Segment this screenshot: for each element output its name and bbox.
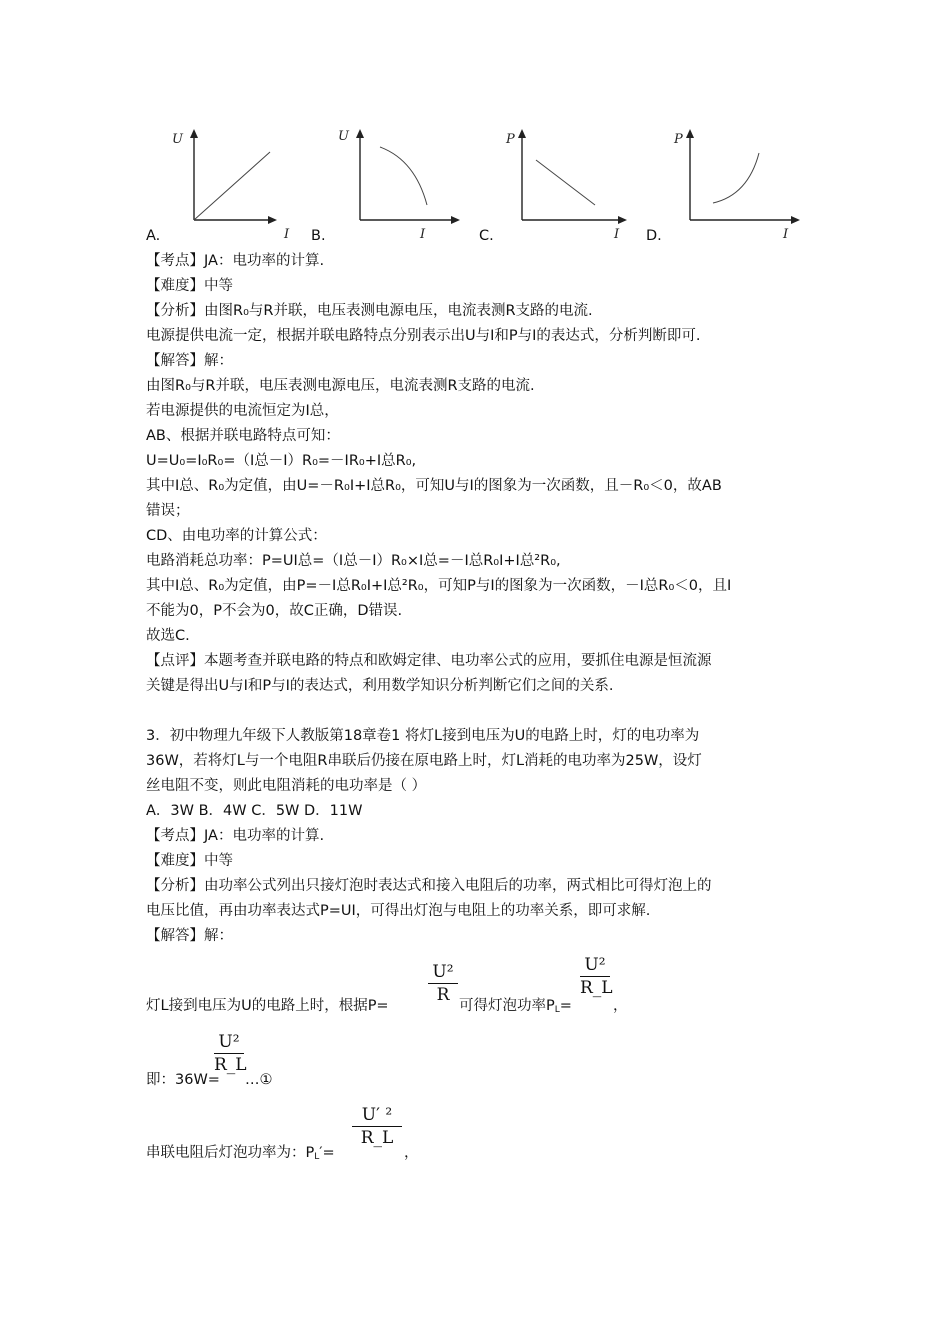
text-line: 电压比值，再由功率表达式P=UI，可得出灯泡与电阻上的功率关系，即可求解.: [146, 903, 651, 919]
answer-line: 故选C.: [146, 628, 190, 644]
fraction-pl: [580, 955, 613, 998]
text-line: 电源提供电流一定，根据并联电路特点分别表示出U与I和P与I的表达式，分析判断即可.: [146, 328, 701, 344]
text-line: CD、由电功率的计算公式：: [146, 528, 327, 544]
fraction-pl-prime: [352, 1105, 402, 1148]
fraction-denominator: R: [436, 985, 450, 1005]
graph-b-x-label: I: [420, 227, 426, 242]
text-line: 若电源提供的电流恒定为I总，: [146, 403, 339, 419]
fenxi-line: 【分析】由图R₀与R并联，电压表测电源电压，电流表测R支路的电流.: [146, 303, 593, 319]
graph-d: [668, 125, 808, 240]
text-line: 其中I总、R₀为定值，由U=－R₀I+I总R₀，可知U与I的图象为一次函数，且－R₀＜0，故AB: [146, 478, 722, 494]
graph-c-x-label: I: [614, 227, 620, 242]
fraction-numerator: U²: [584, 955, 606, 975]
nandu-line: 【难度】中等: [146, 278, 233, 294]
jieda-line: 【解答】解：: [146, 928, 233, 944]
graph-c: [500, 125, 635, 240]
fraction-denominator: R_L: [360, 1128, 394, 1148]
fraction-denominator: R_L: [580, 978, 613, 998]
formula-line-1-mid: [459, 996, 572, 1020]
text-line: 不能为0，P不会为0，故C正确，D错误.: [146, 603, 403, 619]
formula-line-1-text: 灯L接到电压为U的电路上时，根据P=: [146, 998, 389, 1014]
graph-d-x-label: I: [783, 227, 789, 242]
equals-sign: =: [559, 998, 572, 1014]
fraction-numerator: U²: [432, 962, 454, 982]
fraction-numerator: U²: [218, 1032, 240, 1052]
jieda-line: 【解答】解：: [146, 353, 233, 369]
graph-b-option: B.: [311, 228, 326, 244]
fraction-numerator: U′ ²: [361, 1105, 393, 1125]
text-line: AB、根据并联电路特点可知：: [146, 428, 340, 444]
graph-b: [330, 125, 465, 240]
fraction-p-equals: [428, 962, 458, 1005]
formula-line-1-mid-text: 可得灯泡功率P: [459, 998, 555, 1014]
fraction-36w: [214, 1032, 247, 1075]
formula-line-2-end: …①: [245, 1072, 273, 1088]
dianping-line: 【点评】本题考查并联电路的特点和欧姆定律、电功率公式的应用，要抓住电源是恒流源: [146, 653, 712, 669]
kaodian-line: 【考点】JA：电功率的计算.: [146, 253, 325, 269]
text-line: 其中I总、R₀为定值，由P=－I总R₀I+I总²R₀，可知P与I的图象为一次函数，－I总R₀＜0，且I: [146, 578, 732, 594]
formula-line-2-text: 即：36W=: [146, 1072, 220, 1088]
formula-line-3-end: ，: [404, 1145, 419, 1161]
subscript-l: L: [554, 1005, 560, 1015]
fenxi-line: 【分析】由功率公式列出只接灯泡时表达式和接入电阻后的功率，两式相比可得灯泡上的: [146, 878, 712, 894]
kaodian-line: 【考点】JA：电功率的计算.: [146, 828, 325, 844]
equation-line: 电路消耗总功率：P=UI总=（I总－I）R₀×I总=－I总R₀I+I总²R₀,: [146, 553, 561, 569]
equation-line: U=U₀=I₀R₀=（I总－I）R₀=－IR₀+I总R₀,: [146, 453, 417, 469]
subscript-l: L: [314, 1152, 320, 1162]
graph-d-option: D.: [646, 228, 662, 244]
graph-a-y-label: U: [172, 132, 183, 147]
formula-line-3-text: 串联电阻后灯泡功率为：P: [146, 1145, 315, 1161]
formula-line-3: [146, 1143, 335, 1167]
graph-d-y-label: P: [674, 132, 683, 147]
question-3-stem: 3．初中物理九年级下人教版第18章卷1 将灯L接到电压为U的电路上时，灯的电功率为: [146, 728, 700, 744]
prime-equals: ′=: [319, 1145, 335, 1161]
graph-c-y-label: P: [506, 132, 515, 147]
text-line: 关键是得出U与I和P与I的表达式，利用数学知识分析判断它们之间的关系.: [146, 678, 614, 694]
graph-a-x-label: I: [284, 227, 290, 242]
nandu-line: 【难度】中等: [146, 853, 233, 869]
question-3-stem: 丝电阻不变，则此电阻消耗的电功率是（ ）: [146, 778, 427, 794]
question-3-options: A．3W B．4W C．5W D．11W: [146, 803, 363, 819]
graph-a-option: A.: [146, 228, 161, 244]
question-3-stem: 36W，若将灯L与一个电阻R串联后仍接在原电路上时，灯L消耗的电功率为25W，设灯: [146, 753, 702, 769]
graph-b-y-label: U: [338, 129, 349, 144]
graph-c-option: C.: [479, 228, 494, 244]
text-line: 由图R₀与R并联，电压表测电源电压，电流表测R支路的电流.: [146, 378, 535, 394]
text-line: 错误；: [146, 503, 190, 519]
fraction-denominator: R_L: [214, 1055, 247, 1075]
graph-a: [160, 125, 290, 242]
formula-line-1-end: ，: [613, 998, 628, 1014]
